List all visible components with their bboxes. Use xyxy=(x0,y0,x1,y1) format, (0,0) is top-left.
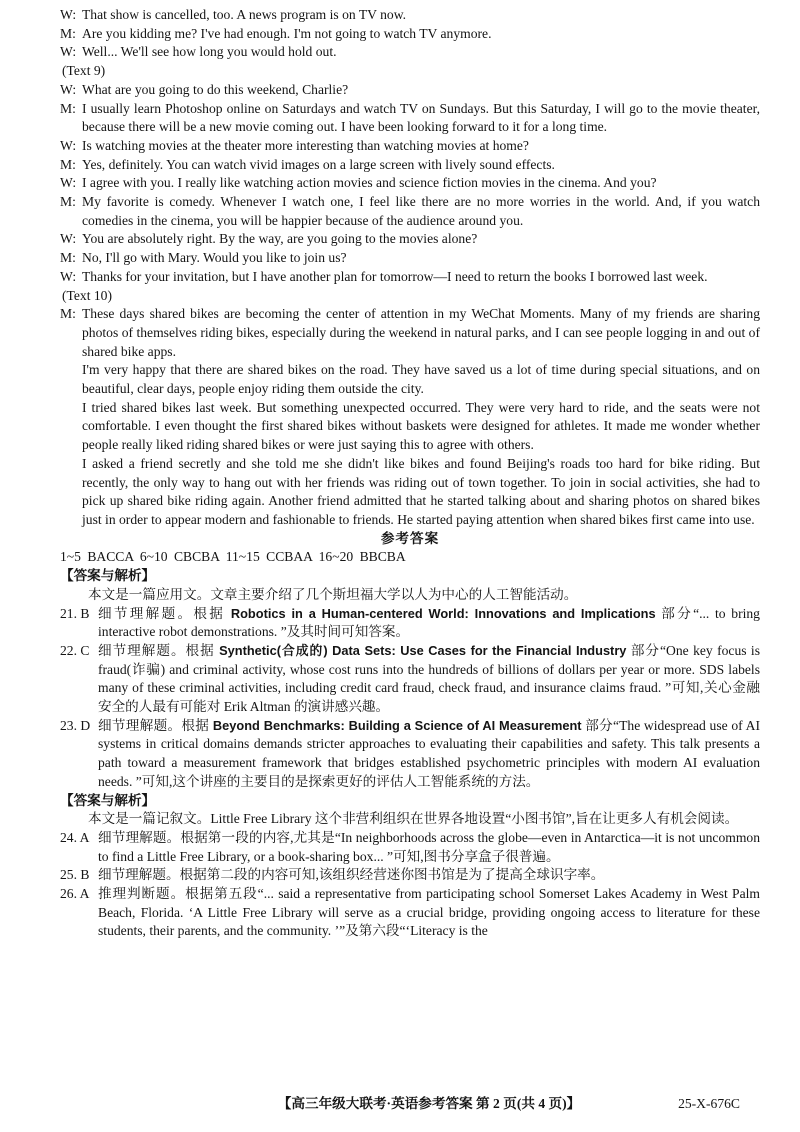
dialogue-line: M: My favorite is comedy. Whenever I watch one, I feel like there are no more worries in the world. And, if you watch comedies in the cinema, you will be happier because of the audience around you. xyxy=(60,194,760,228)
dialogue-line: W: Thanks for your invitation, but I have another plan for tomorrow—I need to return the books I borrowed last week. xyxy=(60,268,708,284)
section-intro: 本文是一篇应用文。文章主要介绍了几个斯坦福大学以人为中心的人工智能活动。 xyxy=(88,586,578,602)
monologue-paragraph: I'm very happy that there are shared bikes on the road. They have saved us a lot of time during special situations, and on beautiful, clear days, people enjoy riding them outside the city. xyxy=(82,362,760,397)
text10-monologue xyxy=(60,305,760,529)
text10-label: (Text 10) xyxy=(62,287,113,303)
text8-dialogue-end xyxy=(60,6,760,62)
answer-key: 1~5 BACCA 6~10 CBCBA 11~15 CCBAA 16~20 BBCBA xyxy=(60,549,406,565)
dialogue-line: W: Well... We'll see how long you would hold out. xyxy=(60,44,337,60)
dialogue-line: W: You are absolutely right. By the way, are you going to the movies alone? xyxy=(60,231,478,247)
monologue-paragraph: I tried shared bikes last week. But something unexpected occurred. They were very hard to ride, and the seats were not comfortable. I even thought the first shared bikes without baskets were designed for athletes. It made me wonder whether people really liked riding shared bikes or were just saying this to agree with others. xyxy=(82,399,760,453)
question-explanation: 22. C 细节理解题。根据 Synthetic(合成的) Data Sets: Use Cases for the Financial Industry 部分“One key focus is fraud(诈骗) and criminal activity, whose cost runs into the hundreds of billions of dollars per year or more. SDS labels many of these criminal activities, including credit card fraud, check fraud, and insurance claims fraud. ”可知,关心金融安全的人最有可能对 Erik Altman 的演讲感兴趣。 xyxy=(60,642,760,715)
dialogue-line: W: I agree with you. I really like watching action movies and science fiction movies in the cinema. And you? xyxy=(60,175,657,191)
question-explanation: 24. A 细节理解题。根据第一段的内容,尤其是“In neighborhoods across the globe—even in Antarctica—it is not uncommon to find a Little Free Library, or a book-sharing box... ”可知,图书分享盒子很普遍。 xyxy=(60,829,760,864)
dialogue-line: W: Is watching movies at the theater more interesting than watching movies at home? xyxy=(60,137,529,153)
footer-code: 25-X-676C xyxy=(678,1096,740,1111)
analysis-section-2 xyxy=(60,792,760,942)
question-explanation: 25. B 细节理解题。根据第二段的内容可知,该组织经营迷你图书馆是为了提高全球识字率。 xyxy=(60,867,605,883)
question-explanation: 21. B 细节理解题。根据 Robotics in a Human-centered World: Innovations and Implications 部分“... to bring interactive robot demonstrations. ”及其时间可知答案。 xyxy=(60,605,760,640)
dialogue-line: M: Are you kidding me? I've had enough. I'm not going to watch TV anymore. xyxy=(60,25,492,41)
dialogue-line: M: I usually learn Photoshop online on Saturdays and watch TV on Sundays. But this Saturday, I will go to the movie theater, because there will be a new movie coming out. I have been looking forward to it for a long time. xyxy=(60,100,760,135)
section-intro: 本文是一篇记叙文。Little Free Library 这个非营利组织在世界各地设置“小图书馆”,旨在让更多人有机会阅读。 xyxy=(88,811,739,827)
monologue-first-paragraph: M: These days shared bikes are becoming the center of attention in my WeChat Moments. Many of my friends are sharing photos of themselves riding bikes, especially during the weekend in natural parks, and I can see people logging in and out of shared bike apps. xyxy=(60,306,760,359)
text9-dialogue xyxy=(60,81,760,287)
page-footer xyxy=(60,1095,760,1114)
dialogue-line: W: That show is cancelled, too. A news program is on TV now. xyxy=(60,7,407,22)
question-explanation: 26. A 推理判断题。根据第五段“... said a representative from participating school Somerset Lakes Academy in West Palm Beach, Florida. ‘A Little Free Library will serve as a crucial bridge, providing ongoing access to literature for these students, their parents, and the community. ’”及第六段“‘Literacy is the xyxy=(60,886,760,939)
dialogue-line: W: What are you going to do this weekend, Charlie? xyxy=(60,81,349,97)
answer-title: 参考答案 xyxy=(380,530,440,546)
dialogue-line: M: Yes, definitely. You can watch vivid images on a large screen with lively sound effects. xyxy=(60,156,555,172)
text9-label: (Text 9) xyxy=(62,63,106,79)
section-heading: 【答案与解析】 xyxy=(60,792,156,808)
analysis-section-1 xyxy=(60,567,760,791)
section-heading: 【答案与解析】 xyxy=(60,568,156,584)
monologue-paragraph: I asked a friend secretly and she told me she didn't like bikes and found Beijing's roads too hard for bike riding. But recently, the only way to hang out with her friends was riding out of town together. To join in social activities, she had to pick up shared bike riding again. Another friend admitted that he started talking about and sharing photos on shared bikes just in order to appear modern and fashionable to friends. He started paying attention when shared bikes first came into use. xyxy=(82,455,760,527)
footer-title: 【高三年级大联考·英语参考答案 第 2 页(共 4 页)】 xyxy=(277,1096,581,1111)
dialogue-line: M: No, I'll go with Mary. Would you like to join us? xyxy=(60,250,347,266)
question-explanation: 23. D 细节理解题。根据 Beyond Benchmarks: Building a Science of AI Measurement 部分“The widespread use of AI systems in critical domains demands stricter approaches to evaluating their capabilities and safety. This talk presents a path toward a measurement framework that bridges established psychometric principles with modern AI evaluation needs. ”可知,这个讲座的主要目的是探索更好的评估人工智能系统的方法。 xyxy=(60,717,760,789)
